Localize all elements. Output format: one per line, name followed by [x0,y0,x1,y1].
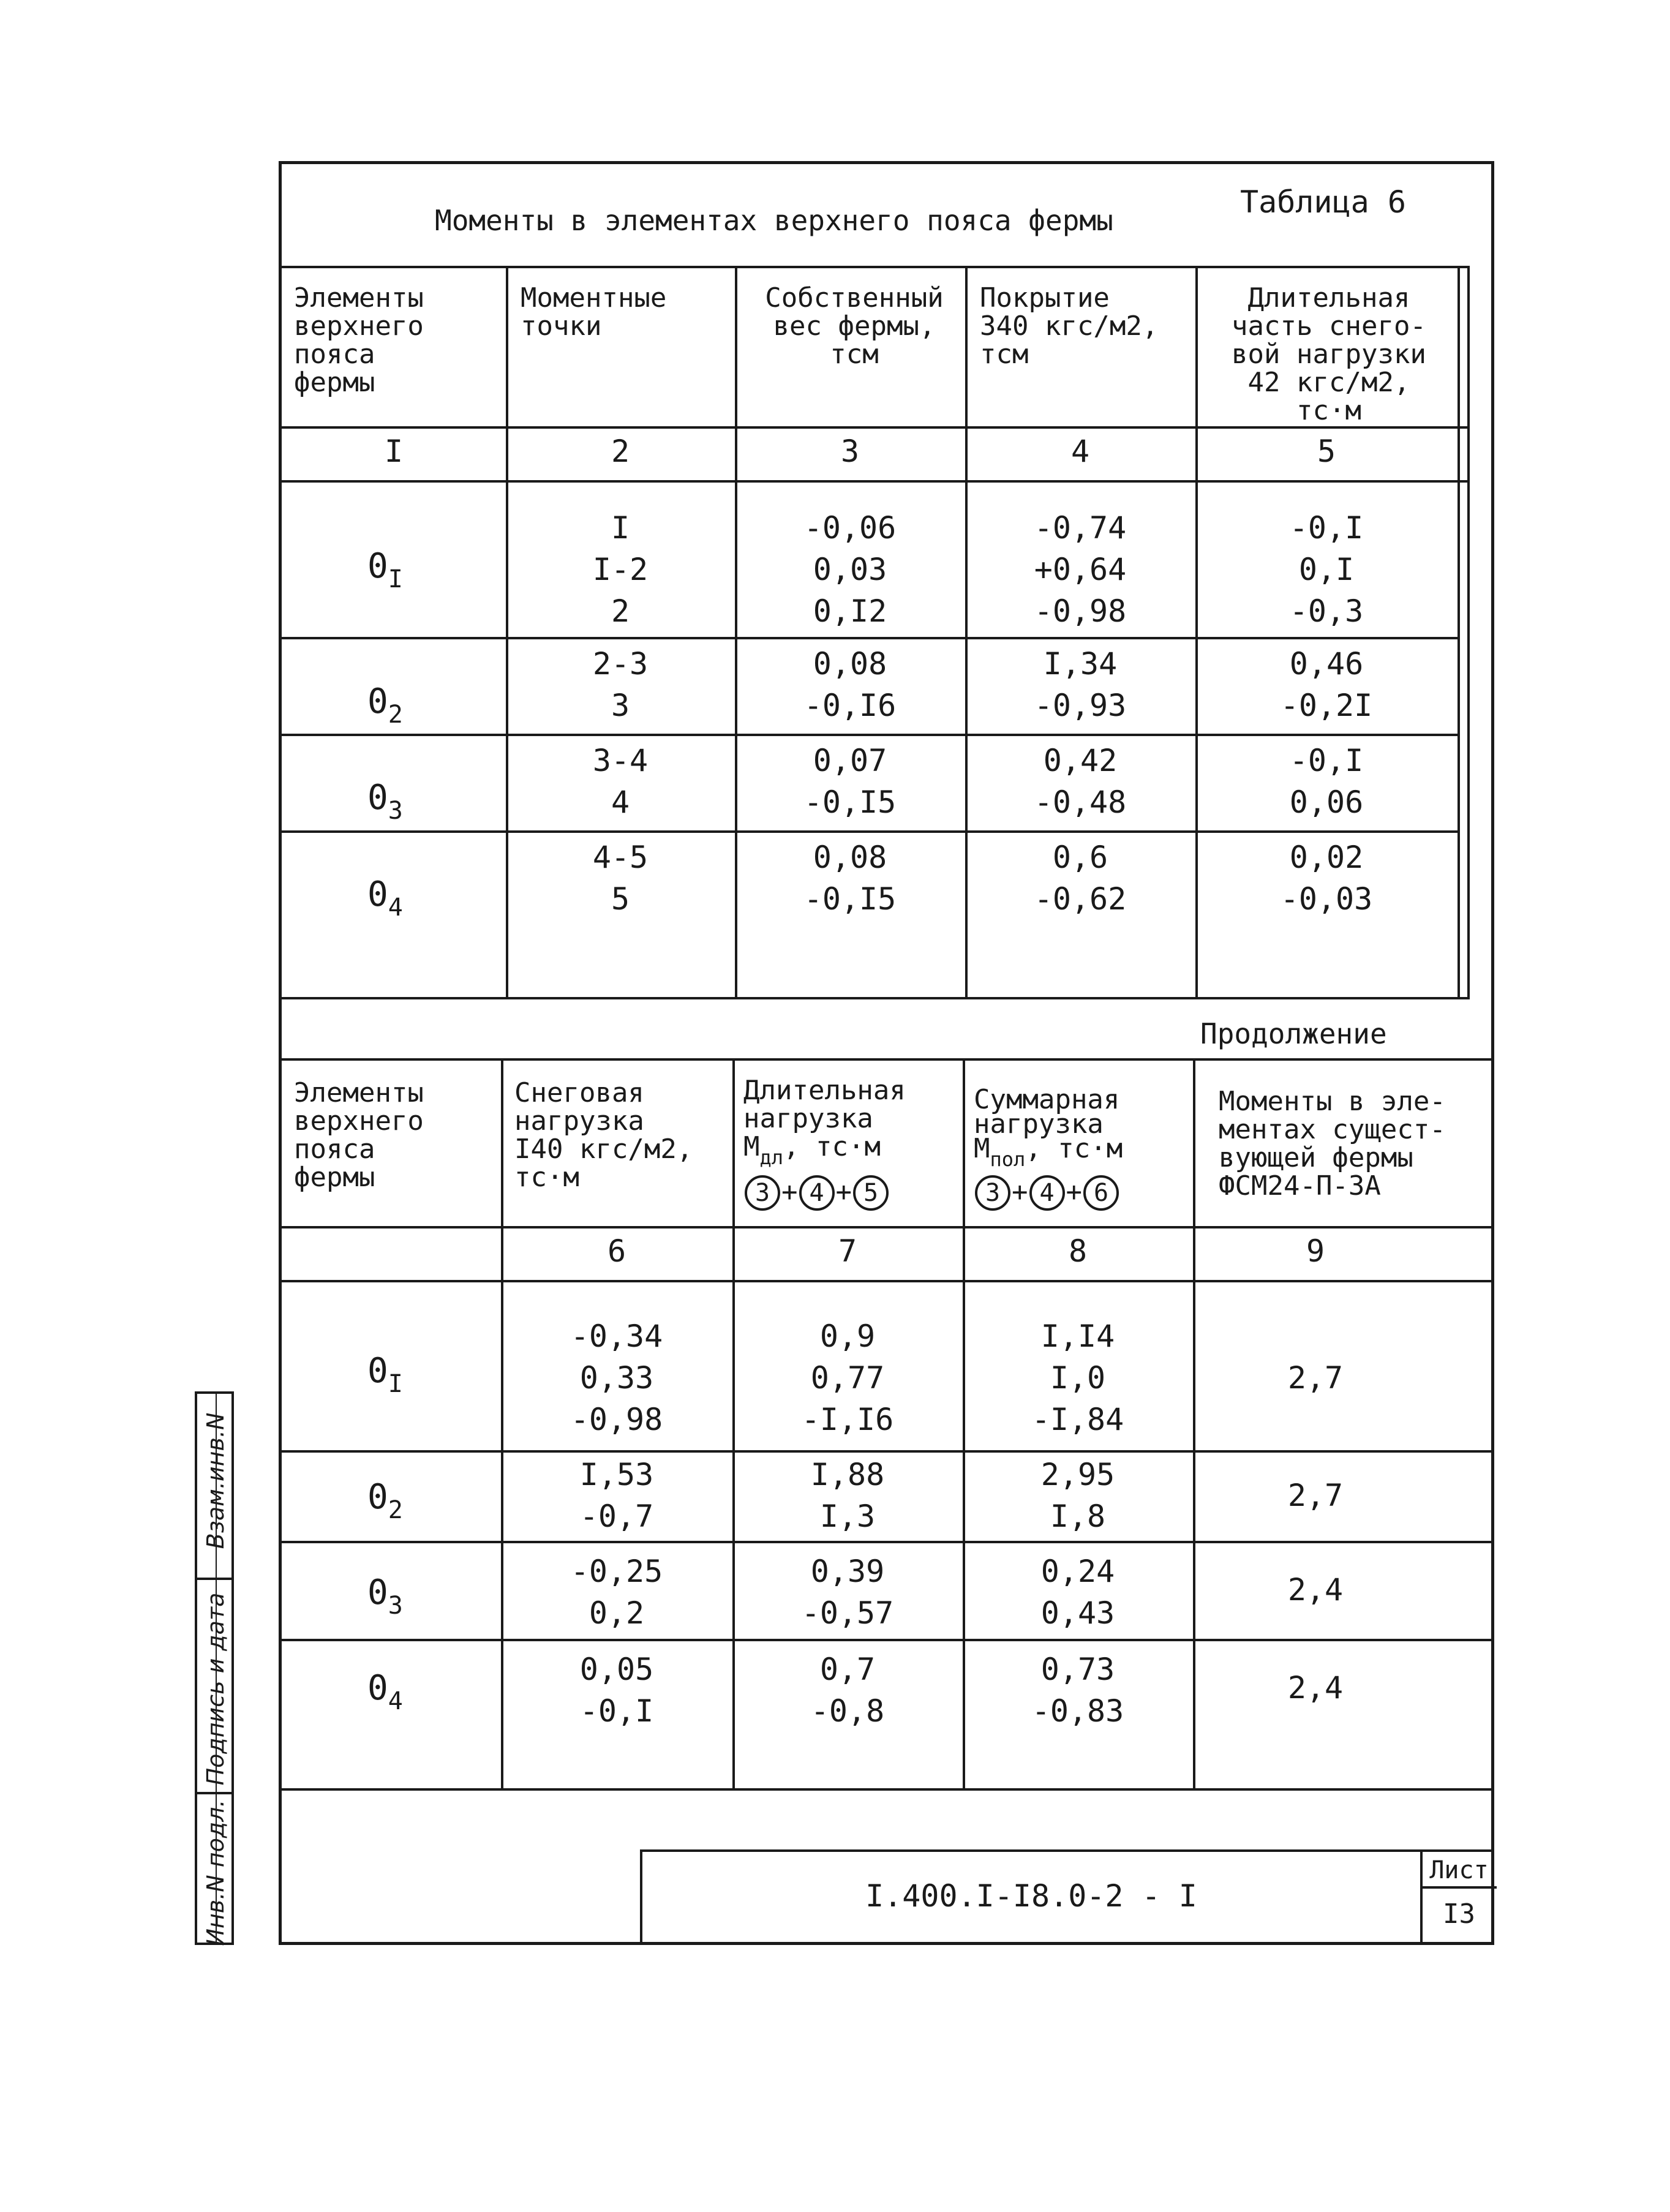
table-cell: I,I4 I,0 -I,84 [1031,1319,1124,1437]
element-label: $0_2$ [367,1477,403,1524]
table-cell: 0,46 -0,2I [1280,646,1373,723]
table1-top-rule [282,266,1470,268]
stamp-original-inventory: Инв.N подл. [202,1799,229,1946]
table-cell: I,88 I,3 [810,1457,885,1534]
table-cell: 0,7 -0,8 [810,1652,885,1729]
header-long-load: Длительная нагрузка $M_{дл}$, тс·м 3 + 4 + 5 [743,1077,961,1211]
table-cell: 0,24 0,43 [1040,1554,1115,1631]
element-label: $0_I$ [367,546,403,593]
col-number: 8 [1068,1233,1088,1269]
element-label: $0_4$ [367,875,403,922]
element-label: $0_3$ [367,1573,403,1620]
table-cell: 0,02 -0,03 [1280,840,1373,917]
table-cell: 2,4 [1287,1670,1344,1706]
stamp-signature-date: Подпись и дата [202,1592,229,1786]
table-cell: -0,I 0,06 [1289,743,1364,820]
header-moment-points: Моментные точки [521,282,667,342]
table-cell: -0,74 +0,64 -0,98 [1034,510,1127,629]
ref-col-4: 4 [799,1175,835,1211]
header-elements: Элементы верхнего пояса фермы [294,282,424,398]
table-cell: 0,39 -0,57 [801,1554,894,1631]
table-cell: 2-3 3 [592,646,649,723]
table-cell: I,53 -0,7 [579,1457,654,1534]
col-number: 7 [838,1233,857,1269]
table-cell: 4-5 5 [592,840,649,917]
table1-right-border [1457,267,1460,998]
table-cell: -0,25 0,2 [570,1554,663,1631]
ref-col-3: 3 [745,1175,780,1211]
sheet-label: Лист [1429,1856,1489,1884]
element-label: $0_I$ [367,1351,403,1398]
header-total-load: Суммарная нагрузка $M_{пол}$, тс·м 3 + 4 + 6 [974,1088,1192,1211]
table-cell: -0,06 0,03 0,I2 [803,510,897,629]
table-cell: -0,34 0,33 -0,98 [570,1319,663,1437]
stamp-replacement-inventory: Взам.инв.N [202,1412,229,1549]
table-cell: 0,08 -0,I5 [803,840,897,917]
header-self-weight: Собственный вес фермы, тсм [765,282,944,370]
col-number: 6 [607,1233,626,1269]
table-cell: 2,7 [1287,1360,1344,1396]
header-long-snow: Длительная часть снего- вой нагрузки 42 кгс/м2, тс·м [1232,282,1426,426]
col-number: 2 [611,434,630,469]
document-code: I.400.I-I8.0-2 - I [865,1878,1197,1914]
table-cell: 0,07 -0,I5 [803,743,897,820]
table-cell: 0,6 -0,62 [1034,840,1127,917]
col-number: I [384,434,404,469]
table-cell: 0,05 -0,I [579,1652,654,1729]
document-frame [279,161,1494,1945]
col-number: 5 [1317,434,1336,469]
ref-col-4: 4 [1029,1175,1065,1211]
table-cell: 2,7 [1287,1478,1344,1513]
col-number: 3 [840,434,860,469]
table-cell: 2,4 [1287,1572,1344,1608]
header-elements: Элементы верхнего пояса фермы [294,1077,424,1193]
col-number: 9 [1306,1233,1325,1269]
table-cell: I,34 -0,93 [1034,646,1127,723]
header-existing-truss: Моменты в эле- ментах сущест- вующей фермы ФСМ24-П-3А [1219,1086,1446,1202]
table-cell: 2,95 I,8 [1040,1457,1115,1534]
table-cell: I I-2 2 [592,510,649,629]
ref-col-3: 3 [975,1175,1010,1211]
side-stamp [195,1391,234,1945]
continuation-label: Продолжение [1200,1017,1387,1050]
element-label: $0_4$ [367,1668,403,1715]
table-caption: Таблица 6 [1240,184,1406,220]
header-snow-load: Снеговая нагрузка I40 кгс/м2, тс·м [514,1077,693,1193]
table-cell: 0,08 -0,I6 [803,646,897,723]
table-cell: 0,42 -0,48 [1034,743,1127,820]
table2-top-rule [282,1058,1494,1061]
title-block [640,1849,1494,1945]
col-number: 4 [1070,434,1090,469]
table-cell: 0,73 -0,83 [1031,1652,1124,1729]
table-cell: -0,I 0,I -0,3 [1289,510,1364,629]
ref-col-6: 6 [1083,1175,1119,1211]
sheet-number: I3 [1443,1898,1475,1930]
element-label: $0_2$ [367,682,403,729]
table-title: Моменты в элементах верхнего пояса фермы [435,204,1113,237]
table-cell: 3-4 4 [592,743,649,820]
element-label: $0_3$ [367,778,403,825]
header-roofing: Покрытие 340 кгс/м2, тсм [980,282,1159,370]
ref-col-5: 5 [853,1175,889,1211]
table-cell: 0,9 0,77 -I,I6 [801,1319,894,1437]
